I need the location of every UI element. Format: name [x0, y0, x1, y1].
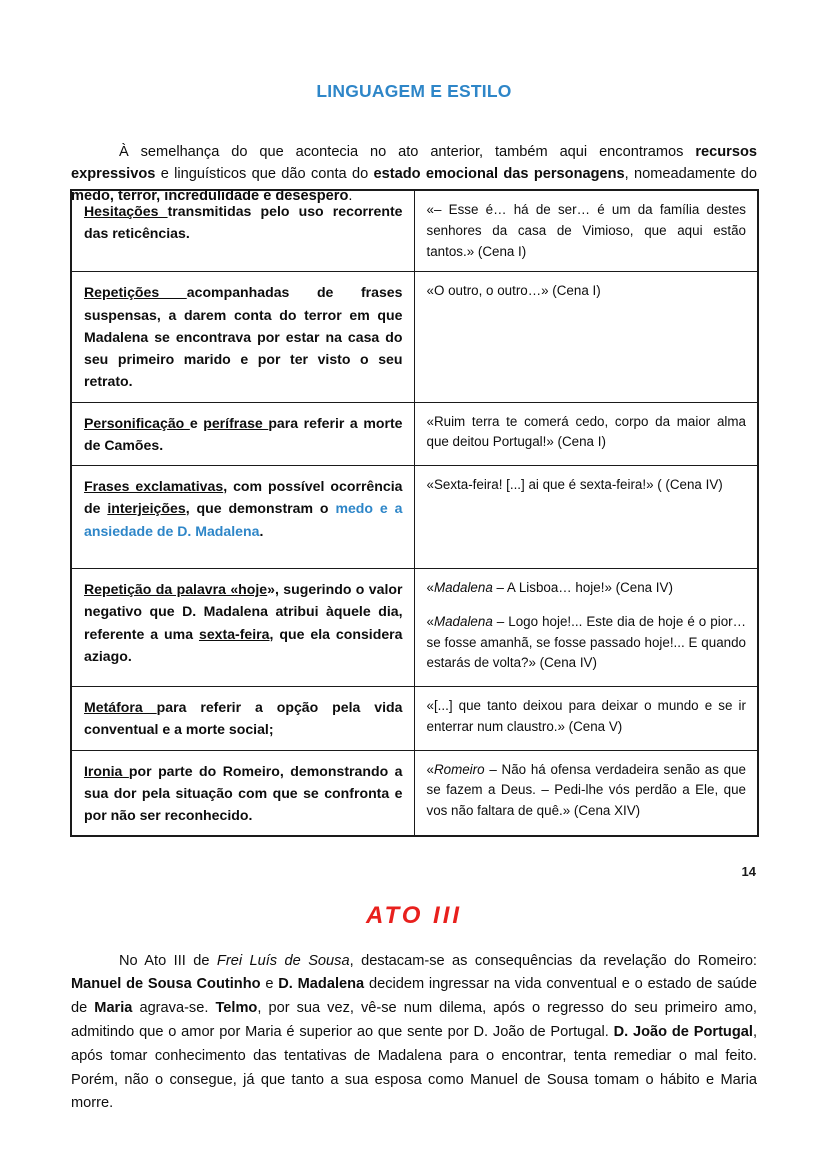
- quote-separator: [427, 599, 747, 612]
- device-cell: [71, 569, 414, 687]
- device-description: , que demonstram o: [185, 500, 336, 517]
- quote-speaker-1: Madalena: [433, 580, 493, 596]
- quote-open: «: [426, 761, 434, 777]
- device-description: transmitidas pelo uso recorrente das reticências.: [84, 203, 403, 242]
- table-row: [71, 402, 758, 466]
- section-title: LINGUAGEM E ESTILO: [316, 81, 512, 101]
- quote-text: «Sexta-feira! [...] ai que é sexta-feira!» ( (Cena IV): [426, 477, 723, 493]
- table-row: [71, 687, 758, 751]
- quote-text: «Ruim terra te comerá cedo, corpo da maior alma que deitou Portugal!» (Cena I): [426, 413, 746, 450]
- quote-cell: [414, 402, 758, 466]
- device-cell: [71, 272, 414, 402]
- device-underlined-term-2: sexta-feira: [198, 625, 270, 642]
- quote-speaker-2: Madalena: [433, 613, 493, 629]
- table-row: [71, 272, 758, 402]
- device-underlined-term-2: perífrase: [203, 414, 269, 431]
- device-highlight-blue: medo e a ansiedade de D. Madalena: [84, 500, 403, 539]
- quote-open-1: «: [426, 580, 434, 596]
- quote-text: – Não há ofensa verdadeira senão as que se fazem a Deus. – Pedi-lhe vós perdão a Ele, que vos não faltara de quê.» (Cena XIV): [426, 761, 746, 819]
- closing-bold-maria: Maria: [94, 1000, 133, 1017]
- device-connector: », sugerindo o valor negativo que D. Madalena atribui àquele dia, referente a uma: [84, 581, 403, 642]
- quote-text: «O outro, o outro…» (Cena I): [426, 283, 601, 299]
- device-underlined-term: Frases exclamativas: [84, 478, 224, 495]
- device-underlined-term: Repetição da palavra «hoje: [84, 581, 268, 598]
- device-connector: , com possível ocorrência de: [84, 478, 403, 517]
- closing-italic-title: Frei Luís de Sousa: [216, 952, 350, 969]
- intro-bold-estado: estado emocional das personagens: [373, 165, 625, 182]
- quote-text-1: – A Lisboa… hoje!» (Cena IV): [492, 580, 673, 596]
- device-cell: [71, 687, 414, 751]
- quote-cell: [414, 750, 758, 836]
- closing-text-e: e: [260, 976, 279, 993]
- closing-bold-manuel: Manuel de Sousa Coutinho: [71, 976, 261, 993]
- closing-paragraph: [71, 950, 757, 1116]
- intro-text-c: e linguísticos que dão conta do: [155, 165, 374, 182]
- device-description-end: .: [259, 522, 264, 539]
- device-connector: e: [189, 414, 204, 431]
- device-underlined-term: Metáfora: [84, 699, 157, 716]
- table-row: [71, 190, 758, 272]
- device-description: por parte do Romeiro, demonstrando a sua dor pela situação com que se confronta e por não ser reconhecido.: [84, 762, 403, 824]
- quote-text-2: – Logo hoje!... Este dia de hoje é o pior… se fosse amanhã, se fosse passado hoje!... E quando estarás de volta?» (Cena IV): [426, 613, 746, 671]
- device-description: acompanhadas de frases suspensas, a darem conta do terror em que Madalena se encontrava por estar na casa do seu primeiro marido e por ter visto o seu retrato.: [84, 284, 403, 390]
- closing-text-c: , destacam-se as consequências da revelação do Romeiro:: [349, 952, 757, 969]
- device-cell: [71, 187, 414, 272]
- quote-open-2: «: [426, 613, 434, 629]
- table-row: [71, 466, 758, 569]
- closing-text-g: decidem ingressar na vida conventual e o estado de saúde de: [71, 976, 757, 1017]
- table-row: [71, 569, 758, 687]
- intro-text-a: À semelhança do que acontecia no ato anterior, também aqui encontramos: [119, 143, 696, 160]
- closing-bold-madalena: D. Madalena: [278, 976, 365, 993]
- device-description: , que ela considera aziago.: [84, 625, 403, 664]
- closing-text-a: No Ato III de: [119, 952, 217, 969]
- closing-text-i: agrava-se.: [132, 1000, 216, 1017]
- closing-bold-telmo: Telmo: [215, 1000, 258, 1017]
- intro-text-e: , nomeadamente do: [624, 165, 757, 182]
- intro-bold-recursos: recursos expressivos: [71, 143, 757, 182]
- quote-cell: [414, 272, 758, 402]
- device-description: para referir a morte de Camões.: [84, 414, 403, 453]
- quote-text: «[...] que tanto deixou para deixar o mundo e se ir enterrar num claustro.» (Cena V): [426, 698, 746, 734]
- device-underlined-term: Personificação: [84, 414, 190, 431]
- device-cell: [71, 402, 414, 466]
- device-cell: [71, 466, 414, 569]
- device-underlined-term: Hesitações: [84, 203, 168, 219]
- quote-cell: [414, 687, 758, 751]
- closing-text-m: , após tomar conhecimento das tentativas de Madalena para o encontrar, tenta remediar o mal feito. Porém, não o consegue, já que tanto a sua esposa como Manuel de Sousa tomam o hábito e Maria morre.: [71, 1023, 757, 1112]
- device-underlined-term-2: interjeições: [107, 500, 186, 517]
- device-underlined-term: Ironia: [84, 762, 129, 779]
- quote-text: «– Esse é… há de ser… é um da família destes senhores da casa de Vimioso, que aqui estão tantos.» (Cena I): [426, 202, 746, 259]
- intro-bold-medo: medo, terror, incredulidade e desespero: [71, 187, 349, 204]
- closing-bold-djoao: D. João de Portugal: [613, 1023, 753, 1040]
- quote-cell: [414, 466, 758, 569]
- device-cell: [71, 750, 414, 836]
- device-underlined-term: Repetições: [84, 284, 187, 301]
- ato-title: ATO III: [365, 901, 463, 929]
- device-description: para referir a opção pela vida conventual e a morte social;: [84, 699, 403, 738]
- language-devices-table: [70, 189, 759, 837]
- table-row: [71, 750, 758, 836]
- quote-speaker: Romeiro: [433, 761, 485, 777]
- intro-text-g: .: [348, 187, 353, 204]
- quote-cell: [414, 190, 758, 272]
- quote-cell: [414, 569, 758, 687]
- closing-text-k: , por sua vez, vê-se num dilema, após o regresso do seu primeiro amo, admitindo que o amor por Maria é superior ao que sente por D. João de Portugal.: [71, 1000, 757, 1040]
- page-number: 14: [741, 864, 756, 879]
